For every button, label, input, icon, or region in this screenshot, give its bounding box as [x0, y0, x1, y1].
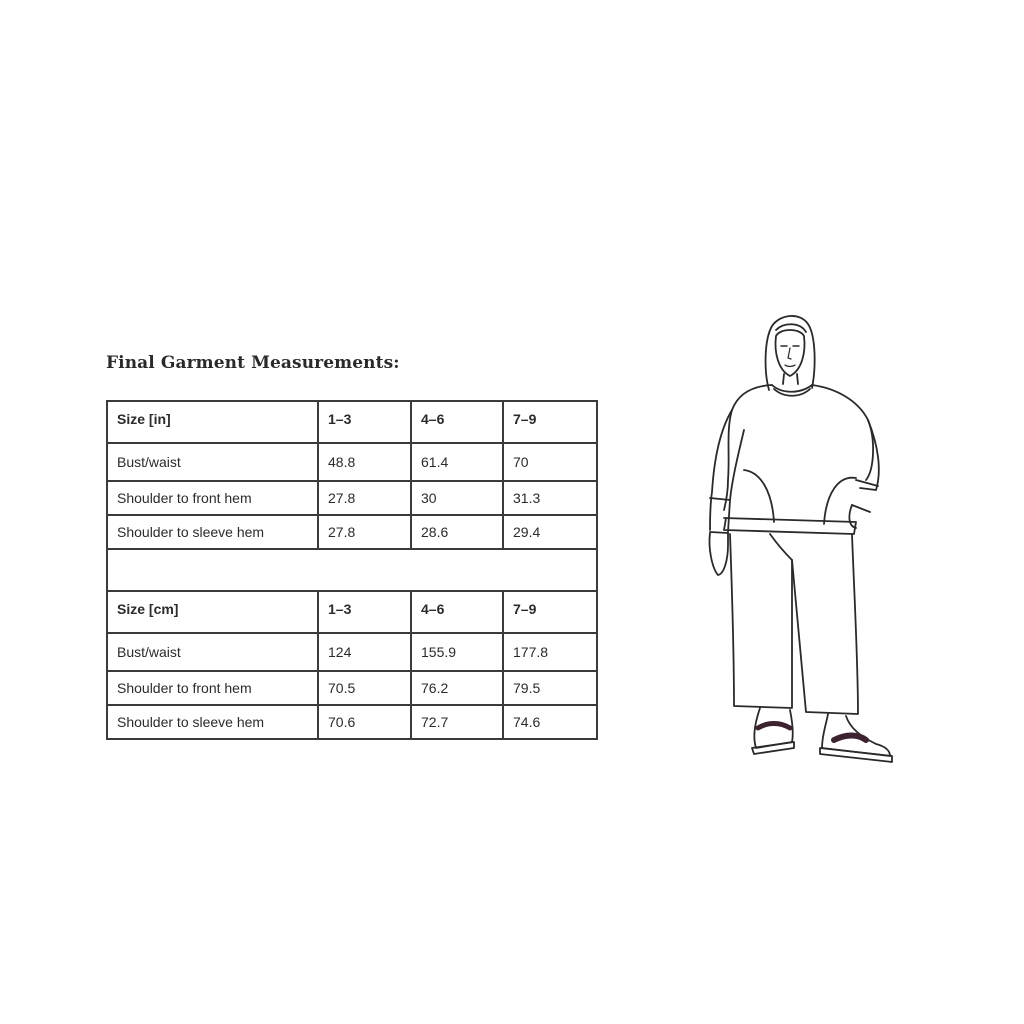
mouth: [785, 365, 795, 367]
hair: [766, 316, 815, 390]
header-cell: 4–6: [411, 401, 503, 443]
table-row: [107, 515, 597, 549]
table-cell: 155.9: [411, 633, 503, 671]
sweatshirt-hem: [724, 518, 856, 534]
table-cell: 70.5: [318, 671, 411, 705]
table-row: [107, 705, 597, 739]
table-cell: 48.8: [318, 443, 411, 481]
right-arm: [860, 420, 879, 490]
table-cell: 30: [411, 481, 503, 515]
table-header-row-inches: [107, 401, 597, 443]
spacer-cell: [107, 549, 597, 591]
left-trouser-leg: [730, 534, 792, 708]
header-cell: 1–3: [318, 401, 411, 443]
face: [776, 330, 805, 376]
row-label: Shoulder to front hem: [107, 481, 318, 515]
row-label: Shoulder to sleeve hem: [107, 515, 318, 549]
table-cell: 177.8: [503, 633, 597, 671]
page-title: Final Garment Measurements:: [106, 353, 400, 373]
table-cell: 79.5: [503, 671, 597, 705]
table-cell: 124: [318, 633, 411, 671]
table-spacer-row: [107, 549, 597, 591]
header-cell: 7–9: [503, 591, 597, 633]
header-cell: 7–9: [503, 401, 597, 443]
header-cell: 1–3: [318, 591, 411, 633]
table-row: [107, 443, 597, 481]
table-cell: 29.4: [503, 515, 597, 549]
nose: [788, 348, 791, 359]
header-cell: Size [in]: [107, 401, 318, 443]
table-cell: 27.8: [318, 481, 411, 515]
header-cell: 4–6: [411, 591, 503, 633]
table-cell: 70.6: [318, 705, 411, 739]
table-header-row-cm: [107, 591, 597, 633]
left-sandal-strap: [758, 724, 790, 729]
collar: [772, 385, 812, 396]
table-row: [107, 481, 597, 515]
table-cell: 76.2: [411, 671, 503, 705]
left-pocket-panel: [744, 470, 774, 522]
table-cell: 27.8: [318, 515, 411, 549]
table-cell: 31.3: [503, 481, 597, 515]
table-cell: 70: [503, 443, 597, 481]
row-label: Shoulder to front hem: [107, 671, 318, 705]
left-arm-inner: [728, 430, 744, 532]
header-cell: Size [cm]: [107, 591, 318, 633]
table-cell: 74.6: [503, 705, 597, 739]
table-cell: 61.4: [411, 443, 503, 481]
right-trouser-leg: [792, 534, 858, 714]
left-cuff: [710, 498, 730, 533]
row-label: Bust/waist: [107, 633, 318, 671]
table-row: [107, 671, 597, 705]
table-row: [107, 633, 597, 671]
right-sandal-strap: [834, 736, 866, 741]
garment-illustration: [700, 312, 900, 767]
row-label: Shoulder to sleeve hem: [107, 705, 318, 739]
left-hand: [709, 533, 728, 575]
right-pocket-panel: [824, 478, 856, 524]
trouser-crotch: [770, 534, 792, 560]
right-sole: [820, 748, 892, 762]
table-cell: 28.6: [411, 515, 503, 549]
table-cell: 72.7: [411, 705, 503, 739]
row-label: Bust/waist: [107, 443, 318, 481]
left-sole: [752, 742, 794, 754]
right-cuff: [852, 480, 878, 512]
sweatshirt-right-side: [812, 385, 873, 480]
measurement-table: [106, 400, 598, 740]
